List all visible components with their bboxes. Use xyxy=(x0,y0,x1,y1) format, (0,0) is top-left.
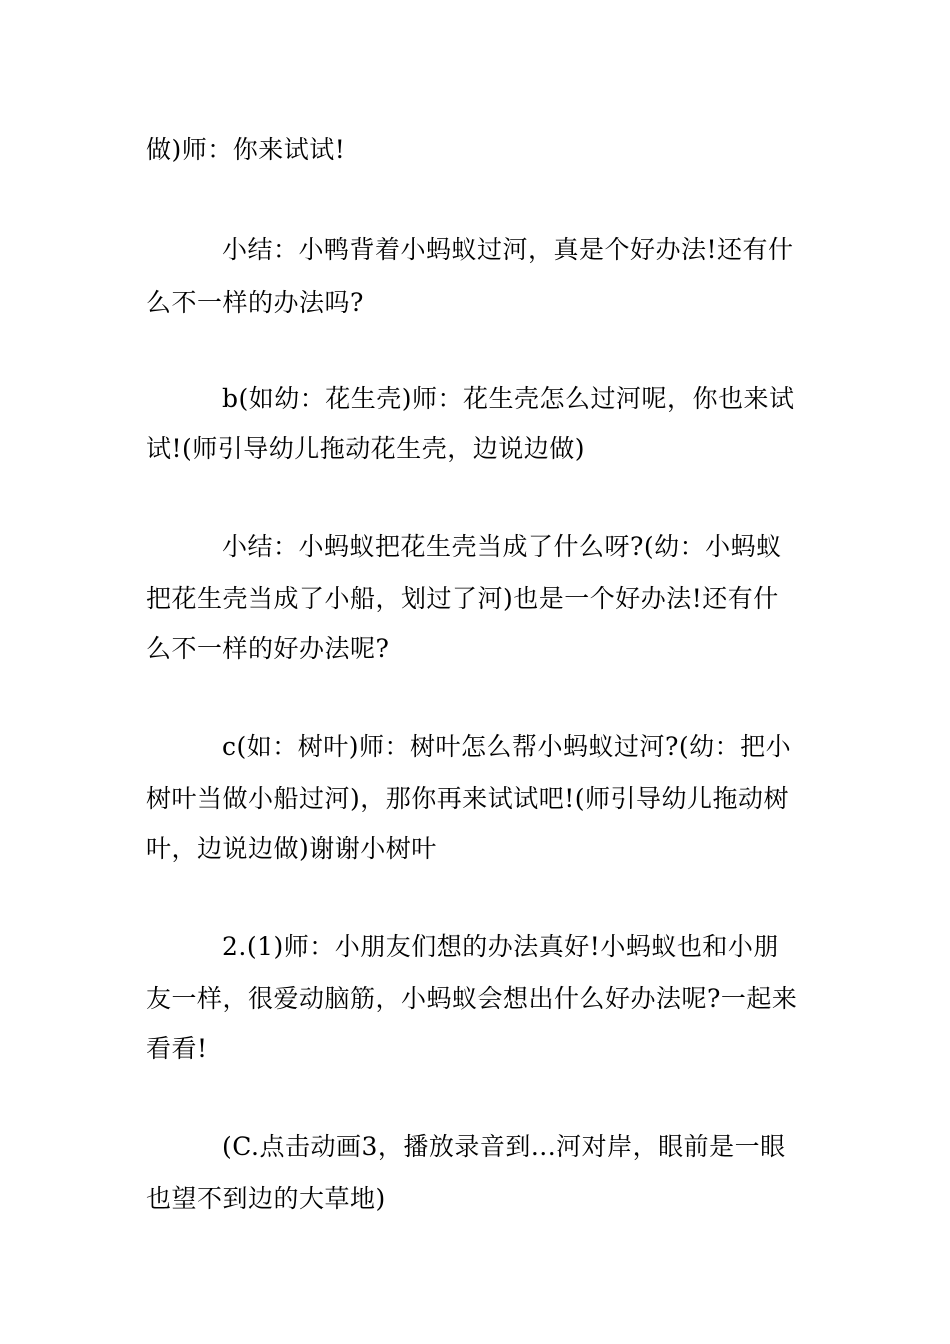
paragraph-6-line-1: 2.(1)师：小朋友们想的办法真好!小蚂蚁也和小朋 xyxy=(222,932,779,961)
paragraph-4-line-2: 把花生壳当成了小船，划过了河)也是一个好办法!还有什 xyxy=(146,584,779,613)
paragraph-4-line-1: 小结：小蚂蚁把花生壳当成了什么呀?(幼：小蚂蚁 xyxy=(222,532,782,561)
paragraph-4-line-3: 么不一样的好办法呢? xyxy=(146,634,390,663)
paragraph-3-line-2: 试!(师引导幼儿拖动花生壳，边说边做) xyxy=(146,434,586,463)
paragraph-6-line-2: 友一样，很爱动脑筋，小蚂蚁会想出什么好办法呢?一起来 xyxy=(146,984,798,1013)
paragraph-5-line-3: 叶，边说边做)谢谢小树叶 xyxy=(146,834,437,863)
paragraph-2-line-2: 么不一样的办法吗? xyxy=(146,288,364,317)
paragraph-5-line-2: 树叶当做小船过河)，那你再来试试吧!(师引导幼儿拖动树 xyxy=(146,784,790,813)
paragraph-7-line-2: 也望不到边的大草地) xyxy=(146,1184,386,1213)
paragraph-7-line-1: (C.点击动画3，播放录音到...河对岸，眼前是一眼 xyxy=(222,1132,786,1161)
paragraph-2-line-1: 小结：小鸭背着小蚂蚁过河，真是个好办法!还有什 xyxy=(222,235,794,264)
paragraph-5-line-1: c(如：树叶)师：树叶怎么帮小蚂蚁过河?(幼：把小 xyxy=(222,732,792,761)
paragraph-1-line-1: 做)师：你来试试! xyxy=(146,135,346,164)
paragraph-3-line-1: b(如幼：花生壳)师：花生壳怎么过河呢，你也来试 xyxy=(222,384,795,413)
paragraph-6-line-3: 看看! xyxy=(146,1034,208,1063)
